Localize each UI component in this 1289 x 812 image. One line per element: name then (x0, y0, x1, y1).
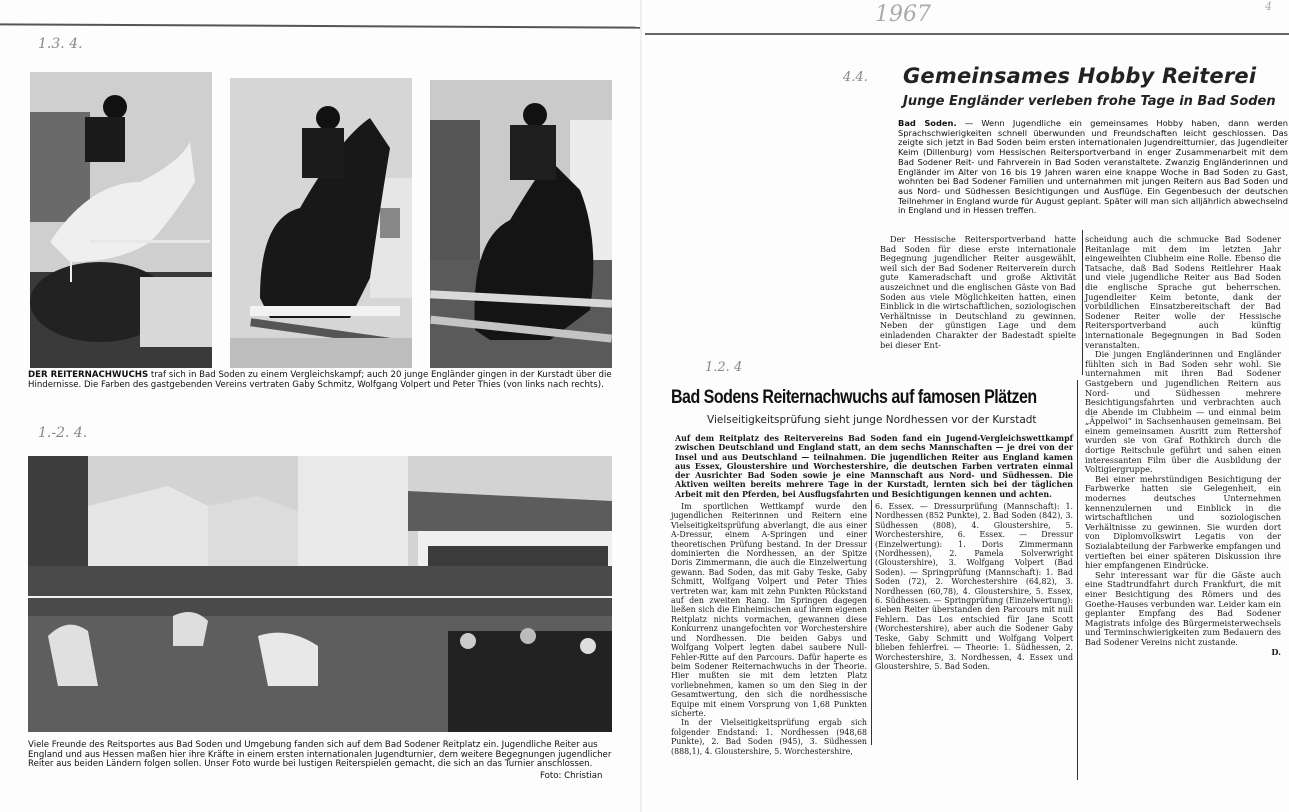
handwritten-date-top: 1.3. 4. (38, 36, 83, 52)
hobby-signature: D. (1271, 646, 1281, 657)
hobby-col2-paragraph: Sehr interessant war für die Gäste auch eine Stadtrundfahrt durch Frankfurt, die mit einer Besichtigung des Römers und des Goethe-Hauses verbunden war. Leider kam ein geplanter Empfang des Bad Sodener Magistrats infolge des Bürgermeisterwechsels und Terminschwierigkeiten zum Bedauern des Bad Sodener Vereins nicht zustande. (1085, 569, 1281, 647)
handwritten-page-number: 4 (1265, 0, 1272, 13)
handwritten-date-middle: 1.-2. 4. (38, 425, 88, 441)
arena-photo-caption: Viele Freunde des Reitsportes aus Bad Soden und Umgebung fanden sich auf dem Bad Sodener Reitplatz ein. Jugendliche Reiter aus England und aus Hessen maßen hier ihre Kräfte in einem ersten internationalen Jugendturnier, dem weitere Begegnungen jugendlicher Reiter aus beiden Ländern folgen sollen. Unser Foto wurde bei lustigen Reiterspielen gemacht, die sich an das Turnier anschlossen. (28, 740, 612, 770)
column-rule (871, 500, 872, 745)
photo-credit: Foto: Christian (540, 771, 603, 781)
photo-strip-caption-lead: DER REITERNACHWUCHS (28, 370, 149, 380)
photo-rider-white-horse (30, 72, 212, 368)
hobby-column-2 (1085, 235, 1281, 657)
hobby-lead-text: — Wenn Jugendliche ein gemeinsames Hobby haben, dann werden Sprachschwierigkeiten schnell überwunden und Freundschaften leicht geschlossen. Das zeigte sich jetzt in Bad Soden beim ersten internationalen Jugendreitturnier, das Jugendleiter Keim (Dillenburg) vom Hessischen Reitersportverband in enger Zusammenarbeit mit dem Bad Sodener Reit- und Fahrverein in Bad Soden veranstaltete. Zwanzig Engländerinnen und Engländer im Alter von 16 bis 19 Jahren waren eine knappe Woche in Bad Soden zu Gast, wohnten bei Bad Sodener Familien und unternahmen mit jungen Reitern aus Bad Soden und aus Nord- und Südhessen Besichtigungen und Ausflüge. Ein Gegenbesuch der deutschen Teilnehmer in England wurde für August geplant. Später will man sich alljährlich abwechselnd in England und in Hessen treffen. (898, 118, 1288, 216)
reiternachwuchs-handwritten-date: 1.2. 4 (705, 360, 743, 375)
hobby-headline: Gemeinsames Hobby Reiterei (903, 64, 1257, 88)
reiternachwuchs-headline: Bad Sodens Reiternachwuchs auf famosen Plätzen (671, 386, 1037, 408)
page-fold (640, 0, 642, 812)
reiternachwuchs-column-2-results: 6. Essex. — Dressurprüfung (Mannschaft): 1. Nordhessen (852 Punkte), 2. Bad Soden (842), 3. Südhessen (808), 4. Gloustershire, 5. Worchestershire, 6. Essex. — Dressur (Einzelwertung): 1. Doris Zimmermann (Nordhessen), 2. Pamela Solverwright (Gloustershire), 3. Wolfgang Volpert (Bad Soden). — Springprüfung (Mannschaft): 1. Bad Soden (72), 2. Worchestershire (64,82), 3. Nordhessen (60,78), 4. Gloustershire, 5. Essex, 6. Südhessen. — Springprüfung (Einzelwertung): sieben Reiter überstanden den Parcours mit null Fehlern. Das Los entschied für Jane Scott (Worchestershire), aber auch die Sodener Gaby Teske, Gaby Schmitt und Wolfgang Volpert blieben fehlerfrei. — Theorie: 1. Südhessen, 2. Worchestershire, 3. Nordhessen, 4. Essex und Gloustershire, 5. Bad Soden. (875, 502, 1073, 671)
reiternachwuchs-col1-paragraph: In der Vielseitigkeitsprüfung ergab sich folgender Endstand: 1. Nordhessen (948,68 Punkte), 2. Bad Soden (945), 3. Südhessen (888,1), 4. Gloustershire, 5. Worchestershire, (671, 718, 867, 756)
hobby-subheadline: Junge Engländer verleben frohe Tage in Bad Soden (903, 94, 1276, 109)
page-edge-rule (0, 23, 640, 28)
hobby-col2-paragraph: scheidung auch die schmucke Bad Sodener Reitanlage mit dem im letzten Jahr eingeweihten Clubheim eine Rolle. Ebenso die Tatsache, daß Bad Sodens Reitlehrer Haak und viele jugendliche Reiter aus Bad Soden die englische Sprache gut beherrschen. Jugendleiter Keim betonte, dank der vorbildlichen Einsatzbereitschaft der Bad Sodener Reiter wolle der Hessische Reitersportverband auch künftig internationale Begegnungen in Bad Soden veranstalten. (1085, 234, 1281, 350)
reiternachwuchs-col1-paragraph: Im sportlichen Wettkampf wurde den jugendlichen Reiterinnen und Reitern eine Vielseitigkeitsprüfung abverlangt, die aus einer A-Dressur, einem A-Springen und einer theoretischen Prüfung bestand. In der Dressur dominierten die Nordhessen, an der Spitze Doris Zimmermann, die auch die Einzelwertung gewann. Bad Soden, das mit Gaby Teske, Gaby Schmitt, Wolfgang Volpert und Peter Thies vertreten war, kam mit zehn Punkten Rückstand auf den zweiten Rang. Im Springen dagegen ließen sich die Einheimischen auf ihrem eigenen Reitplatz nichts vormachen, gewannen diese Konkurrenz unangefochten vor Worchestershire und Nordhessen. Die beiden Gabys und Wolfgang Volpert legten dabei saubere Null-Fehler-Ritte auf den Parcours. Dafür haperte es beim Sodener Reiternachwuchs in der Theorie. Hier mußten sie mit dem letzten Platz vorliebnehmen, kamen so um den Sieg in der Gesamtwertung, den sich die nordhessische Equipe mit einem Vorsprung von 1,68 Punkten sicherte. (671, 502, 867, 718)
left-clipping-page (0, 0, 640, 812)
reiternachwuchs-lead: Auf dem Reitplatz des Reitervereins Bad Soden fand ein Jugend-Vergleichswettkampf zwischen Deutschland und England statt, an dem sechs Mannschaften — je drei von der Insel und aus Deutschland — teilnahmen. Die jugendlichen Reiter aus England kamen aus Essex, Gloustershire und Worchestershire, die deutschen Farben vertraten einmal der Ausrichter Bad Soden sowie je eine Mannschaft aus Nord- und Südhessen. Die Aktiven weilten bereits mehrere Tage in der Kurstadt, lernten sich bei der täglichen Arbeit mit den Pferden, bei Ausflugsfahrten und Besichtigungen kennen und achten. (675, 434, 1073, 499)
reiternachwuchs-column-1 (671, 502, 867, 756)
handwritten-year: 1967 (875, 2, 931, 27)
hobby-col2-paragraph: Die jungen Engländerinnen und Engländer fühlten sich in Bad Soden sehr wohl. Sie unternahmen mit ihren Bad Sodener Gastgebern und jugendlichen Reitern aus Nord- und Südhessen mehrere Besichtigungsfahrten und verbrachten auch die Abende im Clubheim — und einmal beim „Äppelwoi“ in Sachsenhausen gemeinsam. Bei einem gemeinsamen Ausritt zum Rettershof wurden sie von Graf Rothkirch durch die dortige Reitschule geführt und sahen einen interessanten Film über die Ausbildung der Voltigiergruppe. (1085, 349, 1281, 475)
hobby-column-1: Der Hessische Reitersportverband hatte Bad Soden für diese erste internationale Begegnung jugendlicher Reiter ausgewählt, weil sich der Bad Sodener Reiterverein durch gute Kameradschaft und große Aktivität auszeichnet und die englischen Gäste von Bad Soden aus viele Möglichkeiten hatten, einen Einblick in die wirtschaftlichen, soziologischen Verhältnisse in Deutschland zu gewinnen. Neben der günstigen Lage und dem einladenden Charakter der Badestadt spielte bei dieser Ent- (880, 234, 1076, 350)
photo-strip-caption (28, 371, 612, 390)
hobby-dateline: Bad Soden. (898, 118, 957, 128)
page-edge-rule (645, 33, 1289, 35)
photo-rider-dark-horse-rail (230, 78, 412, 368)
photo-strip-caption-text: traf sich in Bad Soden zu einem Vergleichskampf; auch 20 junge Engländer gingen in der Kurstadt über die Hindernisse. Die Farben des gastgebenden Vereins vertraten Gaby Schmitz, Wolfgang Volpert und Peter Thies (von links nach rechts). (28, 370, 612, 390)
hobby-lead-paragraph (898, 119, 1288, 216)
column-rule (1082, 230, 1083, 375)
column-rule (1077, 380, 1078, 780)
photo-rider-dark-horse-logs (430, 80, 612, 368)
right-clipping-page (645, 0, 1289, 812)
hobby-col2-paragraph: Bei einer mehrstündigen Besichtigung der Farbwerke hatten sie Gelegenheit, ein modernes deutsches Unternehmen kennenzulernen und Einblick in die wirtschaftlichen und soziologischen Verhältnisse zu gewinnen. Sie wurden dort von Diplomvolkswirt Legatis von der Sozialabteilung der Farbwerke empfangen und vertieften bei einer späteren Diskussion ihre hier empfangenen Eindrücke. (1085, 473, 1281, 571)
photo-arena-riders-spectators (28, 456, 612, 732)
reiternachwuchs-subheadline: Vielseitigkeitsprüfung sieht junge Nordhessen vor der Kurstadt (707, 414, 1037, 426)
hobby-handwritten-date: 4.4. (843, 70, 868, 85)
